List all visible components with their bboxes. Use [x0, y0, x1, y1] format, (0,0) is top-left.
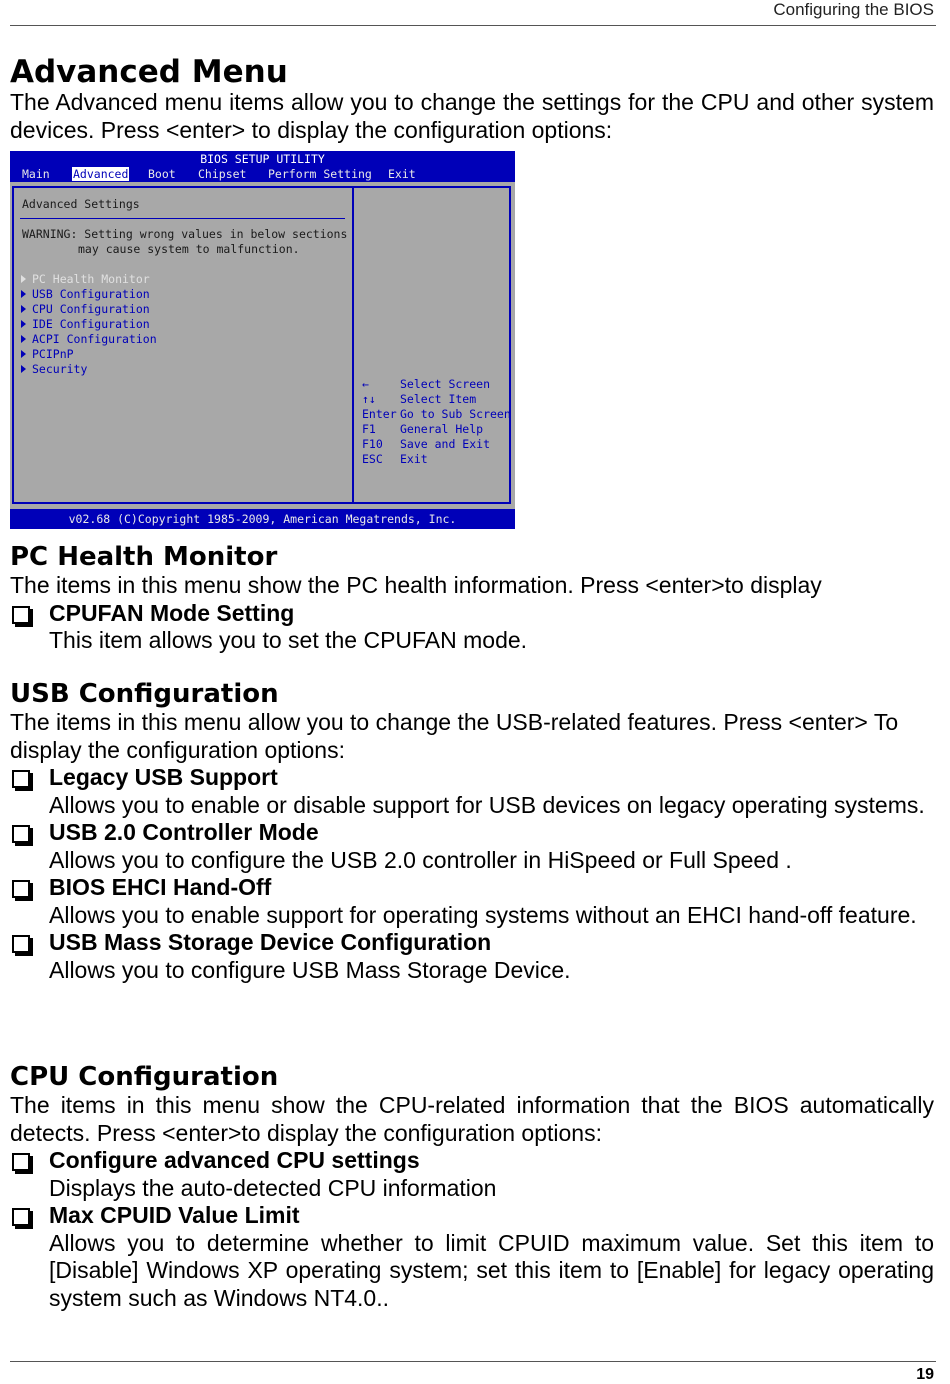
bios-item-label: Security	[32, 362, 88, 376]
header-rule	[10, 25, 936, 26]
bios-item-label: IDE Configuration	[32, 317, 150, 331]
footer-rule	[10, 1361, 936, 1362]
checkbox-bullet-icon	[12, 825, 30, 843]
bios-item-ide-configuration[interactable]	[21, 317, 150, 331]
item-desc: Displays the auto-detected CPU information	[49, 1174, 497, 1201]
bios-help-f10	[362, 437, 490, 451]
bios-panel-rule	[20, 218, 345, 219]
usb-intro: The items in this menu allow you to change the USB-related features. Press <enter> To display the configuration options:	[10, 709, 899, 763]
key-left-arrow-icon: ←	[362, 377, 369, 391]
bios-item-acpi-configuration[interactable]	[21, 332, 157, 346]
bios-warning-line1: WARNING: Setting wrong values in below sections	[22, 227, 348, 241]
bios-item-label: USB Configuration	[32, 287, 150, 301]
help-desc: Go to Sub Screen	[400, 407, 511, 421]
checkbox-bullet-icon	[12, 1208, 30, 1226]
help-desc: Select Item	[400, 392, 477, 406]
item-title: Legacy USB Support	[49, 764, 278, 790]
bios-help-f1	[362, 422, 483, 436]
triangle-right-icon	[21, 365, 26, 373]
bios-utility-title: BIOS SETUP UTILITY	[200, 152, 325, 166]
page-number: 19	[916, 1366, 934, 1383]
advanced-menu-title: Advanced Menu	[10, 54, 288, 90]
key-esc: ESC	[362, 452, 383, 466]
cpu-title: CPU Configuration	[10, 1062, 279, 1092]
bios-item-pcipnp[interactable]	[21, 347, 74, 361]
item-title: CPUFAN Mode Setting	[49, 599, 295, 626]
advanced-section	[10, 55, 934, 144]
bios-menu-main[interactable]: Main	[22, 167, 50, 181]
bios-item-label: PCIPnP	[32, 347, 74, 361]
bios-item-cpu-configuration[interactable]	[21, 302, 150, 316]
bios-screenshot	[10, 151, 515, 529]
pc-health-title: PC Health Monitor	[10, 542, 278, 572]
triangle-right-icon	[21, 320, 26, 328]
bios-panel-title: Advanced Settings	[22, 197, 140, 211]
triangle-right-icon	[21, 305, 26, 313]
running-header: Configuring the BIOS	[773, 0, 934, 19]
item-title: Configure advanced CPU settings	[49, 1147, 420, 1173]
usb-title: USB Configuration	[10, 679, 279, 709]
pc-health-section	[10, 542, 934, 655]
bios-item-pc-health-monitor[interactable]	[21, 272, 150, 286]
checkbox-bullet-icon	[12, 880, 30, 898]
key-f10: F10	[362, 437, 383, 451]
item-desc: Allows you to enable or disable support for USB devices on legacy operating systems.	[49, 791, 925, 818]
item-bios-ehci-hand-off	[10, 874, 934, 929]
item-desc: Allows you to configure USB Mass Storage Device.	[49, 956, 571, 983]
usb-section	[10, 679, 934, 984]
bios-copyright-bar: v02.68 (C)Copyright 1985-2009, American Megatrends, Inc.	[10, 509, 515, 529]
checkbox-bullet-icon	[12, 770, 30, 788]
item-title: USB Mass Storage Device Configuration	[49, 929, 492, 955]
advanced-intro: The Advanced menu items allow you to change the settings for the CPU and other system devices. Press <enter> to display the configuration options:	[10, 89, 934, 143]
item-title: Max CPUID Value Limit	[49, 1202, 300, 1228]
bios-menu-chipset[interactable]: Chipset	[198, 167, 247, 181]
cpu-intro: The items in this menu show the CPU-related information that the BIOS automatically detects. Press <enter>to display the configuration options:	[10, 1092, 934, 1146]
bios-item-usb-configuration[interactable]	[21, 287, 150, 301]
bios-menu-advanced[interactable]: Advanced	[73, 167, 129, 181]
item-configure-advanced-cpu	[10, 1147, 934, 1202]
bios-divider	[352, 186, 354, 504]
bios-item-security[interactable]	[21, 362, 87, 376]
item-usb-controller-mode	[10, 819, 934, 874]
bios-help-select-screen	[362, 377, 490, 391]
bios-item-label: CPU Configuration	[32, 302, 150, 316]
bios-menu-perform-setting[interactable]: Perform Setting	[268, 167, 372, 181]
key-f1: F1	[362, 422, 376, 436]
cpu-section	[10, 1062, 934, 1312]
checkbox-bullet-icon	[12, 606, 30, 624]
triangle-right-icon	[21, 290, 26, 298]
bios-warning-line2: may cause system to malfunction.	[78, 242, 300, 256]
item-usb-mass-storage	[10, 929, 934, 984]
help-desc: Save and Exit	[400, 437, 491, 451]
checkbox-bullet-icon	[12, 935, 30, 953]
triangle-right-icon	[21, 350, 26, 358]
triangle-right-icon	[21, 275, 26, 283]
key-enter: Enter	[362, 407, 397, 421]
bios-item-label: PC Health Monitor	[32, 272, 150, 286]
triangle-right-icon	[21, 335, 26, 343]
pc-health-intro: The items in this menu show the PC health information. Press <enter>to display	[10, 572, 822, 598]
help-desc: Exit	[400, 452, 428, 466]
item-title: BIOS EHCI Hand-Off	[49, 874, 272, 900]
item-cpufan-mode-setting	[10, 600, 934, 655]
bios-help-enter	[362, 407, 511, 421]
checkbox-bullet-icon	[12, 1153, 30, 1171]
item-max-cpuid-value-limit	[10, 1202, 934, 1312]
item-desc: This item allows you to set the CPUFAN mode.	[49, 627, 528, 653]
help-desc: General Help	[400, 422, 484, 436]
item-legacy-usb-support	[10, 764, 934, 819]
item-desc: Allows you to configure the USB 2.0 controller in HiSpeed or Full Speed .	[49, 846, 792, 873]
item-title: USB 2.0 Controller Mode	[49, 819, 319, 845]
bios-menu-boot[interactable]: Boot	[148, 167, 176, 181]
bios-item-label: ACPI Configuration	[32, 332, 157, 346]
bios-help-select-item	[362, 392, 476, 406]
bios-menu-exit[interactable]: Exit	[388, 167, 416, 181]
item-desc: Allows you to determine whether to limit CPUID maximum value. Set this item to [Disable] Windows XP operating system; set this item to [Enable] for legacy operating system such as Windows NT4.0..	[49, 1229, 934, 1311]
help-desc: Select Screen	[400, 377, 491, 391]
key-up-down-arrows-icon: ↑↓	[362, 392, 376, 406]
bios-help-esc	[362, 452, 428, 466]
item-desc: Allows you to enable support for operating systems without an EHCI hand-off feature.	[49, 901, 917, 928]
